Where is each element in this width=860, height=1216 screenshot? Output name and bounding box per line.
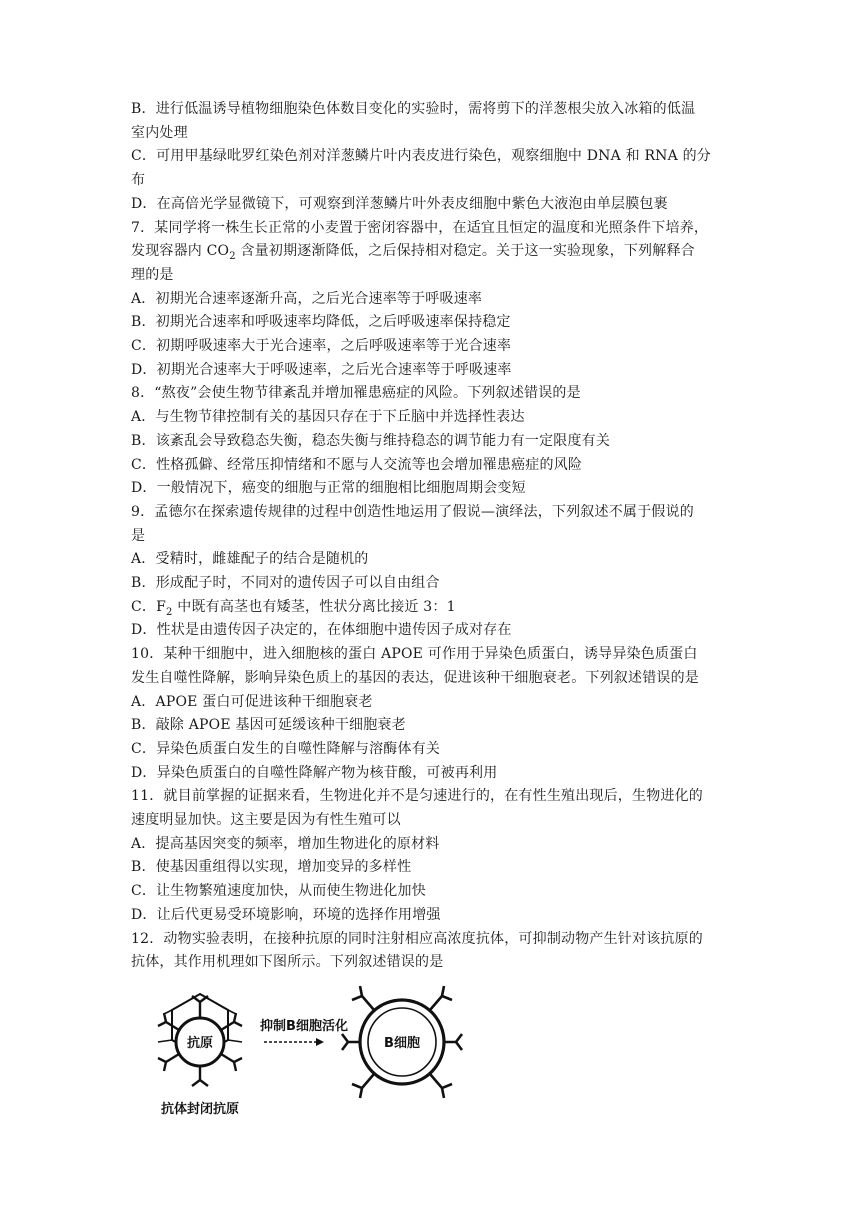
text-line: 7．某同学将一株生长正常的小麦置于密闭容器中，在适宜且恒定的温度和光照条件下培养， <box>131 219 709 236</box>
text-line: B．敲除 APOE 基因可延缓该种干细胞衰老 <box>131 717 406 734</box>
text-line: B．形成配子时，不同对的遗传因子可以自由组合 <box>131 575 440 591</box>
subscript: 2 <box>229 250 236 262</box>
text-line: 理的是 <box>131 266 174 283</box>
text-line: C．异染色质蛋白发生的自噬性降解与溶酶体有关 <box>131 740 441 757</box>
text-line: C．性格孤僻、经常压抑情绪和不愿与人交流等也会增加罹患癌症的风险 <box>131 456 583 473</box>
text-line: 8．“熬夜”会使生物节律紊乱并增加罹患癌症的风险。下列叙述错误的是 <box>131 385 581 402</box>
text-line: 12．动物实验表明，在接种抗原的同时注射相应高浓度抗体，可抑制动物产生针对该抗原的 <box>131 930 704 947</box>
text-line: 11．就目前掌握的证据来看，生物进化并不是匀速进行的，在有性生殖出现后，生物进化的 <box>131 788 704 805</box>
text-line: A．与生物节律控制有关的基因只存在于下丘脑中并选择性表达 <box>131 409 525 426</box>
antigen-label: 抗原 <box>186 1036 214 1051</box>
antibody-shape <box>192 1066 208 1086</box>
text-line: B．该紊乱会导致稳态失衡，稳态失衡与维持稳态的调节能力有一定限度有关 <box>131 432 611 449</box>
text-line: 10．某种干细胞中，进入细胞核的蛋白 APOE 可作用于异染色质蛋白，诱导异染色质蛋白 <box>131 646 698 663</box>
antibody-shape <box>221 1013 242 1030</box>
text-line <box>131 597 456 617</box>
text-segment: 发现容器内 CO <box>131 243 230 260</box>
text-line: A．APOE 蛋白可促进该种干细胞衰老 <box>131 693 373 710</box>
subscript: 2 <box>166 606 173 618</box>
text-line: 抗体，其作用机理如下图所示。下列叙述错误的是 <box>131 954 444 971</box>
text-line: C．可用甲基绿吡罗红染色剂对洋葱鳞片叶内表皮进行染色，观察细胞中 DNA 和 RNA 的分 <box>131 148 711 165</box>
text-segment: 中既有高茎也有矮茎，性状分离比接近 3：1 <box>172 598 456 615</box>
text-line: B．初期光合速率和呼吸速率均降低，之后呼吸速率保持稳定 <box>131 314 511 331</box>
text-line: 速度明显加快。这主要是因为有性生殖可以 <box>131 812 401 828</box>
antibody-shape <box>192 996 208 1018</box>
text-line: B．使基因重组得以实现，增加变异的多样性 <box>131 859 412 876</box>
text-line: 发生自噬性降解，影响异染色质上的基因的表达，促进该种干细胞衰老。下列叙述错误的是 <box>131 669 699 686</box>
text-line: D．异染色质蛋白的自噬性降解产物为核苷酸，可被再利用 <box>131 764 498 781</box>
antibody-shape <box>158 1013 179 1030</box>
text-line: 布 <box>131 172 146 189</box>
text-segment: 含量初期逐渐降低，之后保持相对稳定。关于这一实验现象，下列解释合 <box>235 243 695 260</box>
antibody-shape <box>221 1054 242 1071</box>
text-line: C．初期呼吸速率大于光合速率，之后呼吸速率等于光合速率 <box>131 338 512 354</box>
receptor-shape <box>430 986 452 1010</box>
text-segment: C．F <box>131 598 167 615</box>
text-line: A．提高基因突变的频率，增加生物进化的原材料 <box>131 835 440 852</box>
text-line: A．初期光合速率逐渐升高，之后光合速率等于呼吸速率 <box>131 290 483 307</box>
arrow-label: 抑制B细胞活化 <box>260 1019 348 1034</box>
mechanism-figure <box>130 980 470 1120</box>
receptor-shape <box>430 1074 452 1098</box>
text-line: D．初期光合速率大于呼吸速率，之后光合速率等于呼吸速率 <box>131 361 512 378</box>
text-line: D．一般情况下，癌变的细胞与正常的细胞相比细胞周期会变短 <box>131 480 526 497</box>
receptor-shape <box>342 1034 360 1050</box>
b-cell-label: B细胞 <box>384 1036 420 1051</box>
text-line: D．让后代更易受环境影响，环境的选择作用增强 <box>131 906 441 923</box>
text-line: 是 <box>131 527 146 544</box>
text-line: A．受精时，雌雄配子的结合是随机的 <box>131 551 369 568</box>
receptor-shape <box>444 1034 462 1050</box>
text-line <box>131 241 695 261</box>
text-line: D．在高倍光学显微镜下，可观察到洋葱鳞片叶外表皮细胞中紫色大液泡由单层膜包裹 <box>131 195 668 212</box>
figure-caption-left: 抗体封闭抗原 <box>160 1102 240 1117</box>
receptor-shape <box>352 1074 374 1098</box>
antibody-shape <box>158 1054 179 1071</box>
text-line: 室内处理 <box>131 124 188 141</box>
inhibit-arrow <box>264 1038 324 1046</box>
text-line: 9．孟德尔在探索遗传规律的过程中创造性地运用了假说—演绎法，下列叙述不属于假说的 <box>131 503 694 520</box>
text-line: D．性状是由遗传因子决定的，在体细胞中遗传因子成对存在 <box>131 622 512 639</box>
receptor-shape <box>352 986 374 1010</box>
text-line: B．进行低温诱导植物细胞染色体数目变化的实验时，需将剪下的洋葱根尖放入冰箱的低温 <box>131 101 696 117</box>
text-line: C．让生物繁殖速度加快，从而使生物进化加快 <box>131 883 426 900</box>
